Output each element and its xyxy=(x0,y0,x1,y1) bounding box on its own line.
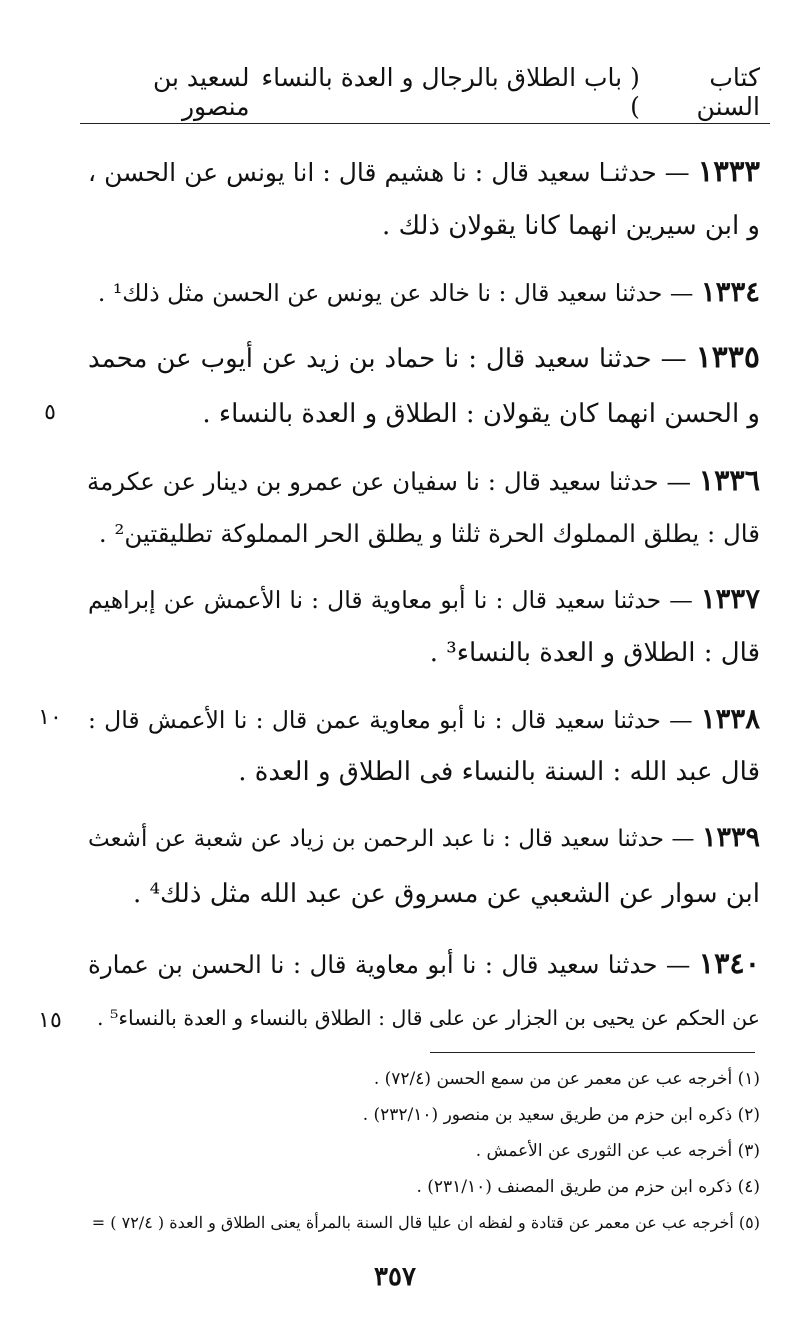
margin-line-number: ٥ xyxy=(44,400,56,425)
margin-line-number: ١٠ xyxy=(38,705,62,730)
hadith-number: ١٣٣٤ xyxy=(700,276,760,308)
hadith-line xyxy=(88,812,760,864)
hadith-line xyxy=(88,573,760,625)
hadith-line xyxy=(88,388,760,440)
hadith-text: و الحسن انهما كان يقولان : الطلاق و العدة بالنساء . xyxy=(202,399,760,429)
hadith-text: — حدثنـا سعيد قال : نا هشيم قال : انا يونس عن الحسن ، xyxy=(88,158,690,187)
hadith-line xyxy=(88,266,760,318)
footnote: (٢) ذكره ابن حزم من طريق سعيد بن منصور (٢٣٢/١٠) . xyxy=(362,1105,760,1125)
page-number: ٣٥٧ xyxy=(374,1262,416,1292)
hadith-text: — حدثنا سعيد قال : نا أبو معاوية قال : نا الأعمش عن إبراهيم xyxy=(88,586,693,614)
hadith-text: قال : الطلاق و العدة بالنساء³ . xyxy=(429,638,760,668)
margin-line-number: ١٥ xyxy=(38,1008,62,1033)
hadith-text: — حدثنا سعيد قال : نا سفيان عن عمرو بن دينار عن عكرمة xyxy=(86,467,691,496)
hadith-number: ١٣٣٦ xyxy=(698,463,760,497)
hadith-number: ١٣٤٠ xyxy=(698,946,760,980)
hadith-number: ١٣٣٨ xyxy=(700,703,760,735)
footnote: (٤) ذكره ابن حزم من طريق المصنف (٢٣١/١٠) . xyxy=(416,1177,760,1197)
hadith-text: — حدثنا سعيد قال : نا حماد بن زيد عن أيوب عن محمد xyxy=(88,344,687,374)
hadith-line xyxy=(88,868,760,920)
footnote: (٣) أخرجه عب عن الثورى عن الأعمش . xyxy=(475,1141,760,1161)
running-header xyxy=(80,63,760,121)
footnote-rule xyxy=(430,1052,755,1053)
hadith-text: قال : يطلق المملوك الحرة ثلثا و يطلق الحر المملوكة تطليقتين² . xyxy=(98,519,760,548)
hadith-line xyxy=(88,937,760,989)
hadith-text: — حدثنا سعيد قال : نا خالد عن يونس عن الحسن مثل ذلك¹ . xyxy=(97,279,694,307)
hadith-line xyxy=(88,454,760,506)
hadith-line xyxy=(88,332,760,384)
hadith-text: — حدثنا سعيد قال : نا عبد الرحمن بن زياد عن شعبة عن أشعث xyxy=(88,826,695,852)
hadith-text: — حدثنا سعيد قال : نا أبو معاوية قال : نا الحسن بن عمارة xyxy=(88,950,691,979)
hadith-text: عن الحكم عن يحيى بن الجزار عن على قال : الطلاق بالنساء و العدة بالنساء⁵ . xyxy=(97,1006,760,1030)
hadith-number: ١٣٣٧ xyxy=(700,583,760,615)
hadith-line xyxy=(88,508,760,560)
header-chapter-title: ( باب الطلاق بالرجال و العدة بالنساء ) xyxy=(261,63,640,121)
header-rule xyxy=(80,123,770,124)
hadith-line xyxy=(88,200,760,252)
header-author: لسعيد بن منصور xyxy=(152,63,250,121)
hadith-text: قال عبد الله : السنة بالنساء فى الطلاق و العدة . xyxy=(238,757,760,787)
header-book-title: كتاب السنن xyxy=(696,63,760,121)
hadith-number: ١٣٣٩ xyxy=(701,822,760,853)
hadith-text: و ابن سيرين انهما كانا يقولان ذلك . xyxy=(382,211,760,241)
hadith-line xyxy=(88,992,760,1044)
footnote: (١) أخرجه عب عن معمر عن من سمع الحسن (٧٢/٤) . xyxy=(373,1069,760,1089)
hadith-number: ١٣٣٥ xyxy=(695,340,761,375)
hadith-line xyxy=(88,145,760,197)
hadith-text: ابن سوار عن الشعبي عن مسروق عن عبد الله مثل ذلك⁴ . xyxy=(133,879,760,909)
hadith-text: — حدثنا سعيد قال : نا أبو معاوية عمن قال : نا الأعمش قال : xyxy=(88,706,693,734)
hadith-line xyxy=(88,693,760,745)
hadith-number: ١٣٣٣ xyxy=(697,154,760,188)
hadith-line xyxy=(88,746,760,798)
footnote: (٥) أخرجه عب عن معمر عن قتادة و لفظه ان عليا قال السنة بالمرأة يعنى الطلاق و العدة ( ٧٢/٤ ) = xyxy=(91,1213,760,1232)
hadith-line xyxy=(88,627,760,679)
